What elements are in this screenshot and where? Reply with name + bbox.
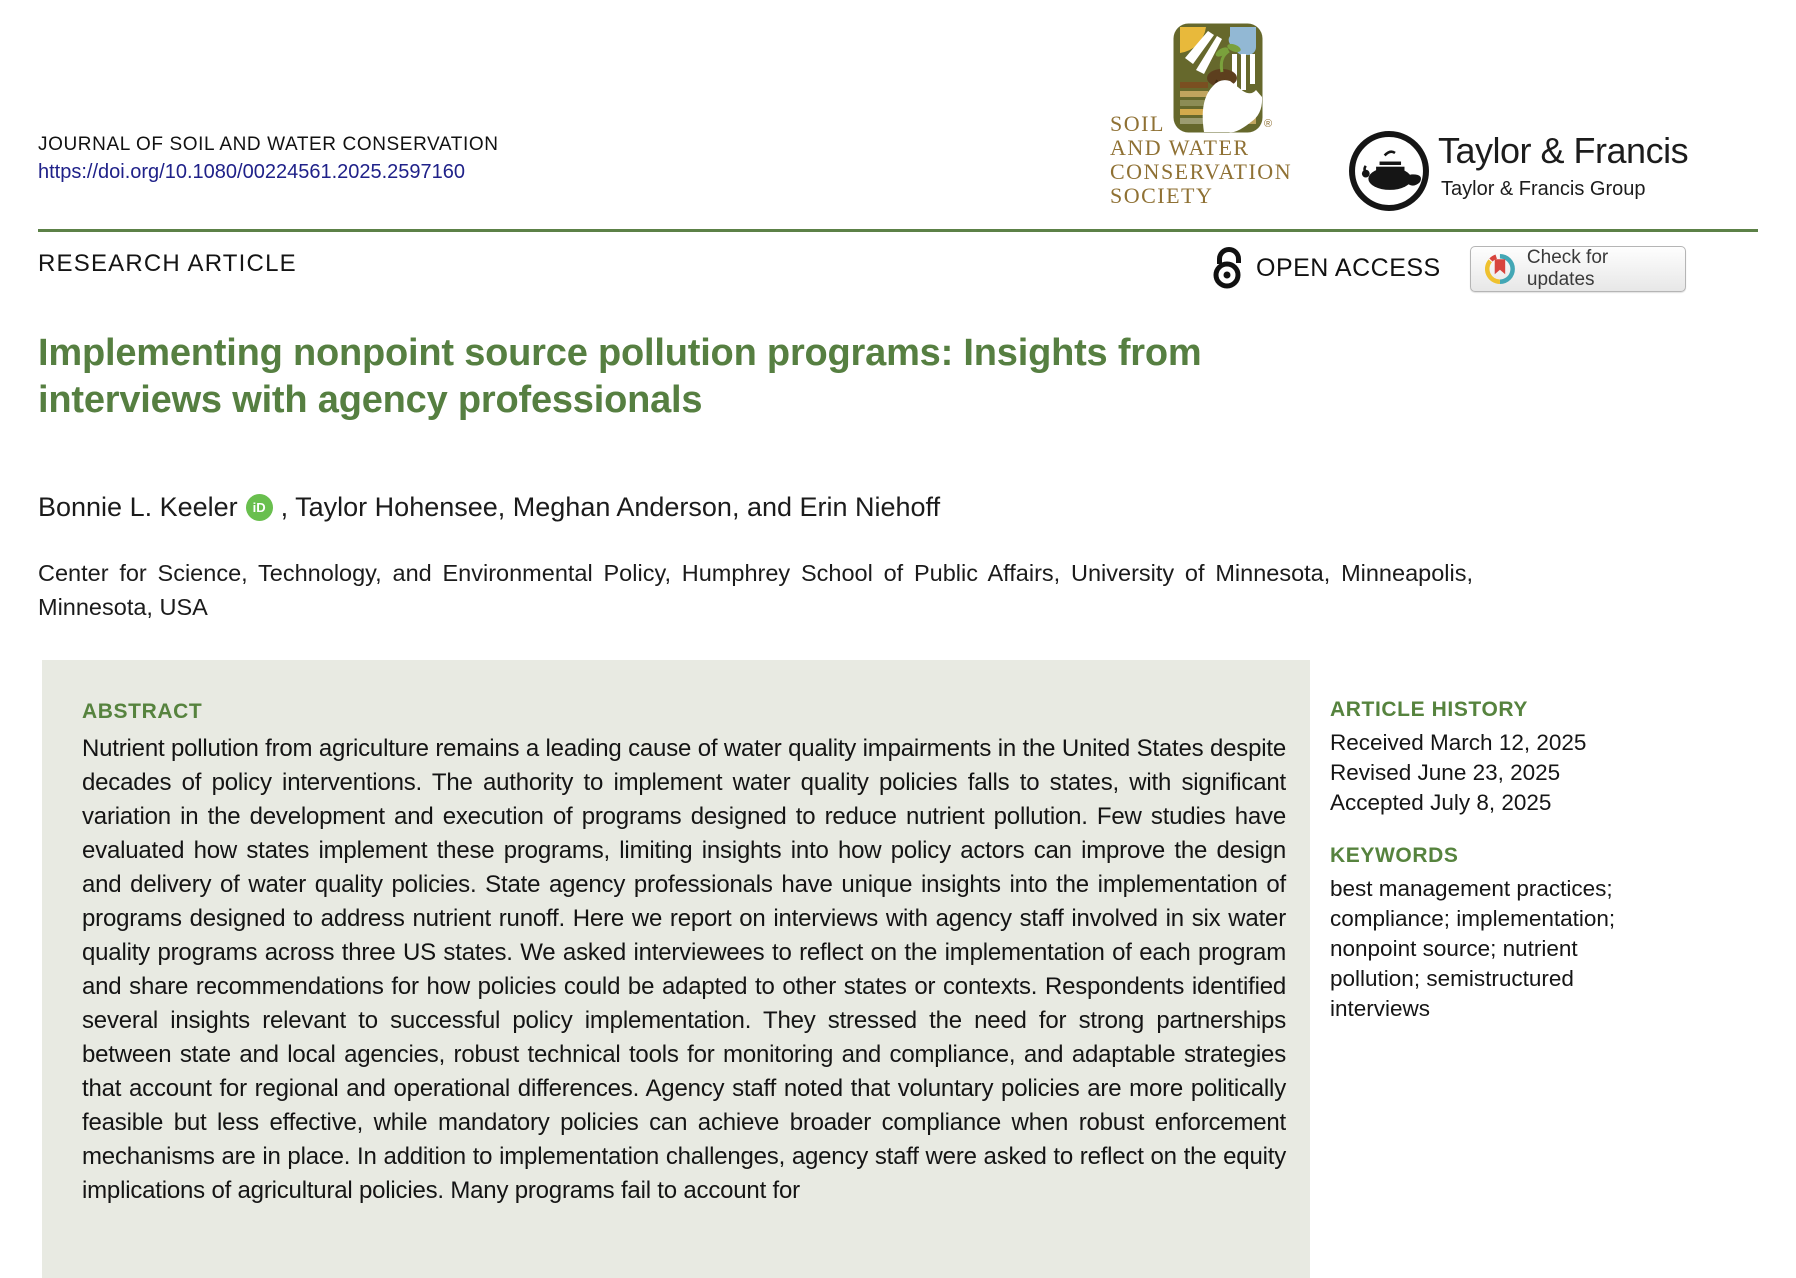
- swcs-wordmark: SOIL AND WATER CONSERVATION SOCIETY: [1110, 111, 1293, 208]
- abstract-heading: ABSTRACT: [82, 700, 203, 723]
- author-names-rest: , Taylor Hohensee, Meghan Anderson, and Erin Niehoff: [280, 492, 941, 522]
- author-list: [38, 492, 1538, 523]
- taylor-francis-group: Taylor & Francis Group: [1441, 178, 1646, 200]
- check-for-updates-button[interactable]: [1470, 246, 1686, 292]
- open-access-lock-icon: [1212, 247, 1246, 289]
- journal-name: JOURNAL OF SOIL AND WATER CONSERVATION: [38, 134, 499, 155]
- swcs-logo: [1106, 14, 1336, 224]
- taylor-francis-lamp-icon: [1346, 128, 1432, 214]
- affiliation: Center for Science, Technology, and Environmental Policy, Humphrey School of Public Affairs, University of Minnesota, Minneapolis, Minnesota, USA: [38, 560, 1473, 620]
- keywords-heading: KEYWORDS: [1330, 844, 1459, 867]
- keywords-text: best management practices; compliance; implementation; nonpoint source; nutrient pollution; semistructured interviews: [1330, 876, 1616, 1021]
- header-divider: [38, 229, 1758, 232]
- open-access-badge: [1212, 247, 1441, 289]
- crossmark-icon: [1485, 253, 1515, 285]
- taylor-francis-logo: [1346, 126, 1756, 226]
- check-for-updates-label: Check for updates: [1526, 247, 1609, 290]
- registered-mark: ®: [1264, 118, 1273, 130]
- article-type-label: RESEARCH ARTICLE: [38, 250, 297, 277]
- received-date: Received March 12, 2025: [1330, 730, 1587, 755]
- taylor-francis-name: Taylor & Francis: [1438, 130, 1689, 171]
- article-info-sidebar: [1330, 698, 1742, 1024]
- doi-link[interactable]: https://doi.org/10.1080/00224561.2025.2597160: [38, 161, 466, 183]
- article-history-heading: ARTICLE HISTORY: [1330, 698, 1529, 721]
- accepted-date: Accepted July 8, 2025: [1330, 790, 1552, 815]
- abstract-box: [42, 660, 1310, 1278]
- revised-date: Revised June 23, 2025: [1330, 760, 1561, 785]
- article-title: Implementing nonpoint source pollution programs: Insights from interviews with agency professionals: [38, 332, 1202, 421]
- author-name: Bonnie L. Keeler: [38, 492, 238, 522]
- abstract-text: Nutrient pollution from agriculture remains a leading cause of water quality impairments in the United States despite decades of policy interventions. The authority to implement water quality policies falls to states, with significant variation in the development and execution of programs designed to reduce nutrient pollution. Few studies have evaluated how states implement these programs, limiting insights into how policy actors can improve the design and delivery of water quality policies. State agency professionals have unique insights into the implementation of programs designed to address nutrient runoff. Here we report on interviews with agency staff involved in six water quality programs across three US states. We asked interviewees to reflect on the implementation of each program and share recommendations for how policies could be adapted to other states or contexts. Respondents identified several insights relevant to successful policy implementation. They stressed the need for strong partnerships between state and local agencies, robust technical tools for monitoring and compliance, and adaptable strategies that account for regional and operational differences. Agency staff noted that voluntary policies are more politically feasible but less effective, while mandatory policies can achieve broader compliance when robust enforcement mechanisms are in place. In addition to implementation challenges, agency staff were asked to reflect on the equity implications of agricultural policies. Many programs fail to account for: [82, 735, 1286, 1204]
- orcid-icon[interactable]: iD: [246, 494, 273, 521]
- open-access-label: OPEN ACCESS: [1256, 253, 1441, 282]
